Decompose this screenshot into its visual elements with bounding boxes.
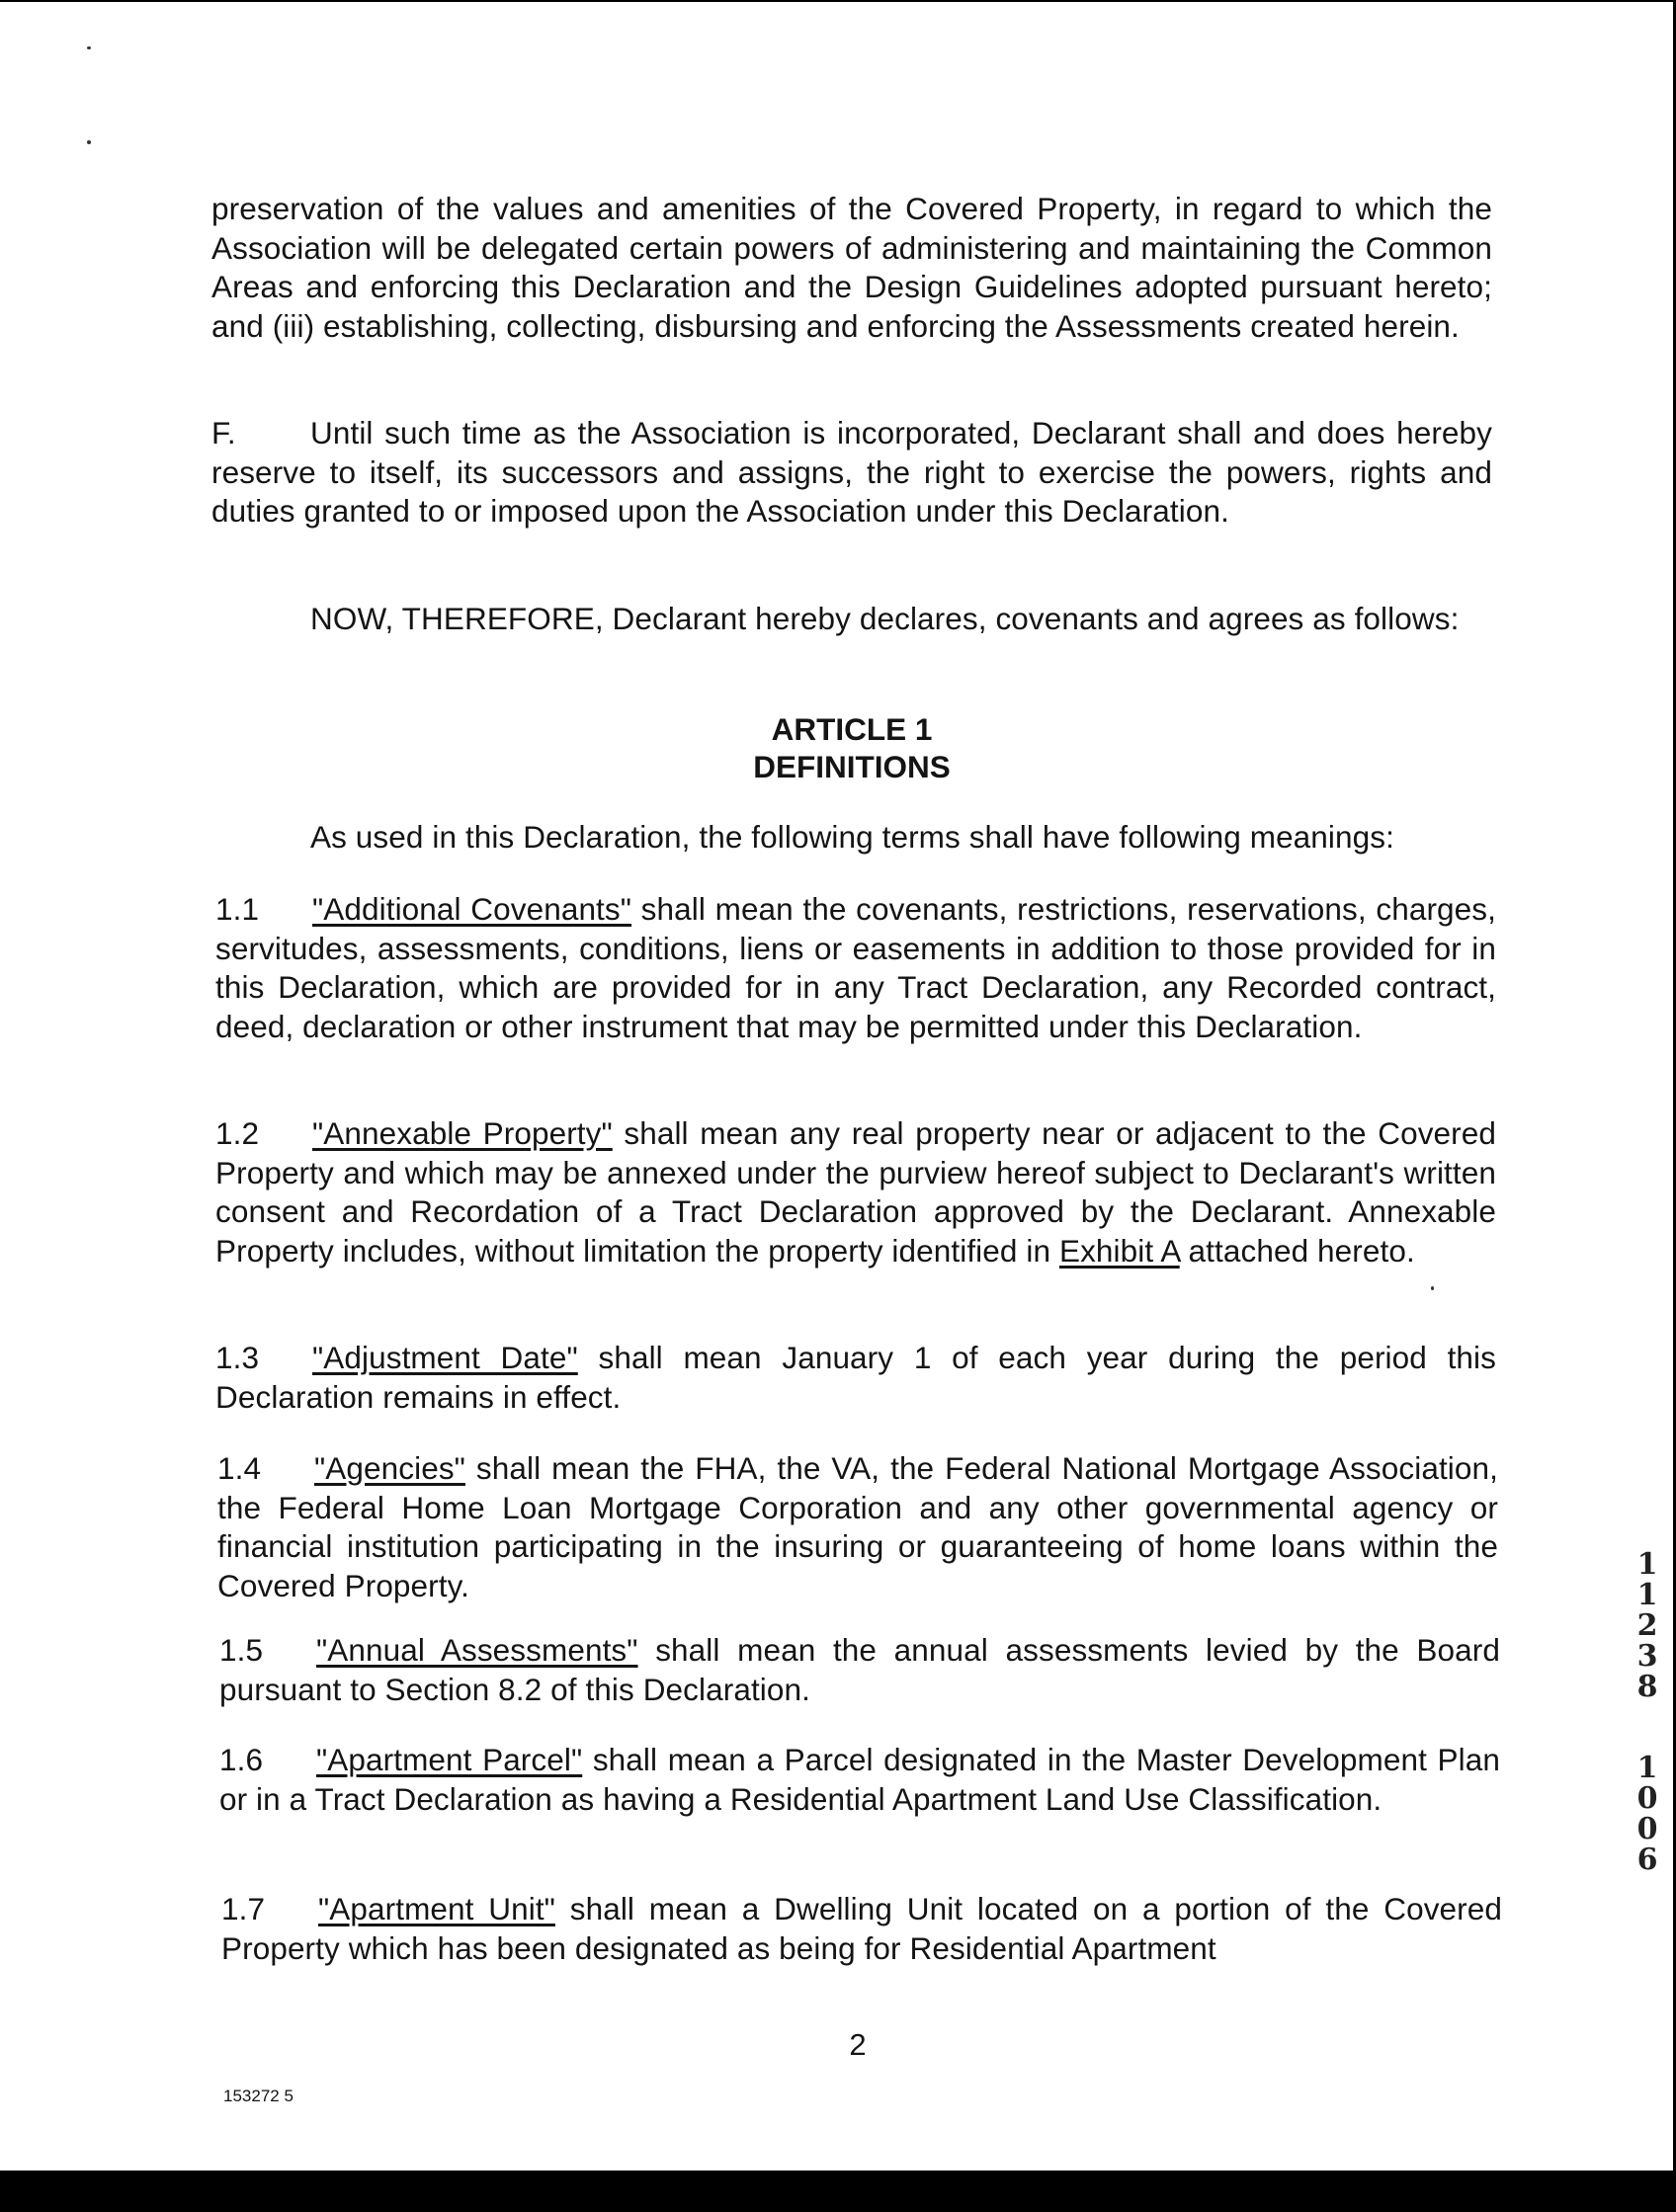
intro-paragraph: [211, 190, 1492, 346]
definition-text-tail: attached hereto.: [1179, 1232, 1415, 1269]
defined-term: "Agencies": [314, 1450, 465, 1486]
stamp-digit: 2: [1636, 1608, 1658, 1643]
scan-border-bottom: [0, 2171, 1676, 2212]
document-id: 153272 5: [223, 2087, 293, 2105]
recital-f-paragraph: [211, 414, 1492, 532]
stamp-digit: 3: [1636, 1639, 1658, 1674]
definitions-intro-text: As used in this Declaration, the following terms shall have following meanings:: [310, 819, 1394, 855]
page-number: 2: [849, 2027, 867, 2062]
scan-speck: [87, 46, 91, 49]
definition-1-6: [219, 1741, 1500, 1819]
recording-stamp-upper: [1633, 1549, 1662, 1702]
stamp-digit: 8: [1636, 1670, 1658, 1704]
definition-text: shall mean January 1 of each year during the period this Declaration remains in effect.: [215, 1340, 1496, 1415]
paragraph-text: preservation of the values and amenities of the Covered Property, in regard to which the Association will be delegated certain powers of administering and maintaining the Common Areas and enforcing this Declaration and the Design Guidelines adopted pursuant hereto; and (iii) establishing, collecting, disbursing and enforcing the Assessments created herein.: [211, 191, 1492, 344]
stamp-digit: 0: [1636, 1812, 1658, 1846]
recording-stamp-lower: [1633, 1753, 1662, 1875]
recital-label: F.: [211, 415, 236, 451]
stamp-digit: 1: [1636, 1578, 1658, 1612]
recital-text: Until such time as the Association is incorporated, Declarant shall and does hereby reserve to itself, its successors and assigns, the right to exercise the powers, rights and duties granted to or imposed upon the Association under this Declaration.: [211, 415, 1492, 529]
scan-border-top: [0, 0, 1676, 2]
definition-1-4: [217, 1449, 1498, 1605]
section-number: 1.2: [215, 1115, 260, 1151]
definition-1-2: [215, 1114, 1496, 1270]
scan-speck: [1431, 1286, 1434, 1290]
now-therefore-paragraph: [211, 600, 1492, 639]
article-heading: [211, 710, 1492, 785]
definition-text: shall mean any real property near or adjacent to the Covered Property and which may be annexed under the purview hereof subject to Declarant's written consent and Recordation of a Tract Declaration approved by the Declarant. Annexable Property includes, without limitation the property identified in: [215, 1115, 1496, 1269]
article-title: DEFINITIONS: [753, 749, 951, 784]
stamp-digit: 1: [1636, 1751, 1658, 1785]
definition-text: shall mean a Dwelling Unit located on a portion of the Covered Property which has been designated as being for Residential Apartment: [221, 1891, 1502, 1966]
stamp-digit: 0: [1636, 1781, 1658, 1816]
article-number: ARTICLE 1: [771, 711, 933, 747]
exhibit-reference: Exhibit A: [1058, 1232, 1180, 1269]
defined-term: "Annexable Property": [312, 1115, 613, 1151]
definition-1-3: [215, 1339, 1496, 1417]
section-number: 1.4: [217, 1450, 262, 1486]
section-number: 1.5: [219, 1632, 264, 1668]
definition-text: shall mean the covenants, restrictions, reservations, charges, servitudes, assessments, conditions, liens or easements in addition to those provided for in this Declaration, which are provided for in any Tract Declaration, any Recorded contract, deed, declaration or other instrument that may be permitted under this Declaration.: [215, 891, 1496, 1044]
defined-term: "Apartment Unit": [318, 1891, 555, 1926]
now-therefore-text: NOW, THEREFORE, Declarant hereby declares, covenants and agrees as follows:: [310, 601, 1460, 636]
defined-term: "Adjustment Date": [312, 1340, 578, 1375]
section-number: 1.6: [219, 1742, 264, 1777]
definition-text: shall mean the annual assessments levied by the Board pursuant to Section 8.2 of this Declaration.: [219, 1632, 1500, 1707]
definition-1-7: [221, 1890, 1502, 1968]
section-number: 1.7: [221, 1891, 266, 1926]
stamp-digit: 6: [1636, 1843, 1658, 1877]
definitions-intro: [211, 818, 1492, 858]
definition-text: shall mean the FHA, the VA, the Federal National Mortgage Association, the Federal Home Loan Mortgage Corporation and any other governmental agency or financial institution participating in the insuring or guaranteeing of home loans within the Covered Property.: [217, 1450, 1498, 1603]
scan-speck: [87, 140, 91, 144]
defined-term: "Apartment Parcel": [316, 1742, 583, 1777]
defined-term: "Additional Covenants": [312, 891, 632, 927]
section-number: 1.3: [215, 1340, 260, 1375]
stamp-digit: 1: [1636, 1547, 1658, 1582]
section-number: 1.1: [215, 891, 260, 927]
defined-term: "Annual Assessments": [316, 1632, 638, 1668]
definition-1-1: [215, 890, 1496, 1046]
definition-text: shall mean a Parcel designated in the Master Development Plan or in a Tract Declaration as having a Residential Apartment Land Use Classification.: [219, 1742, 1500, 1817]
definition-1-5: [219, 1631, 1500, 1709]
